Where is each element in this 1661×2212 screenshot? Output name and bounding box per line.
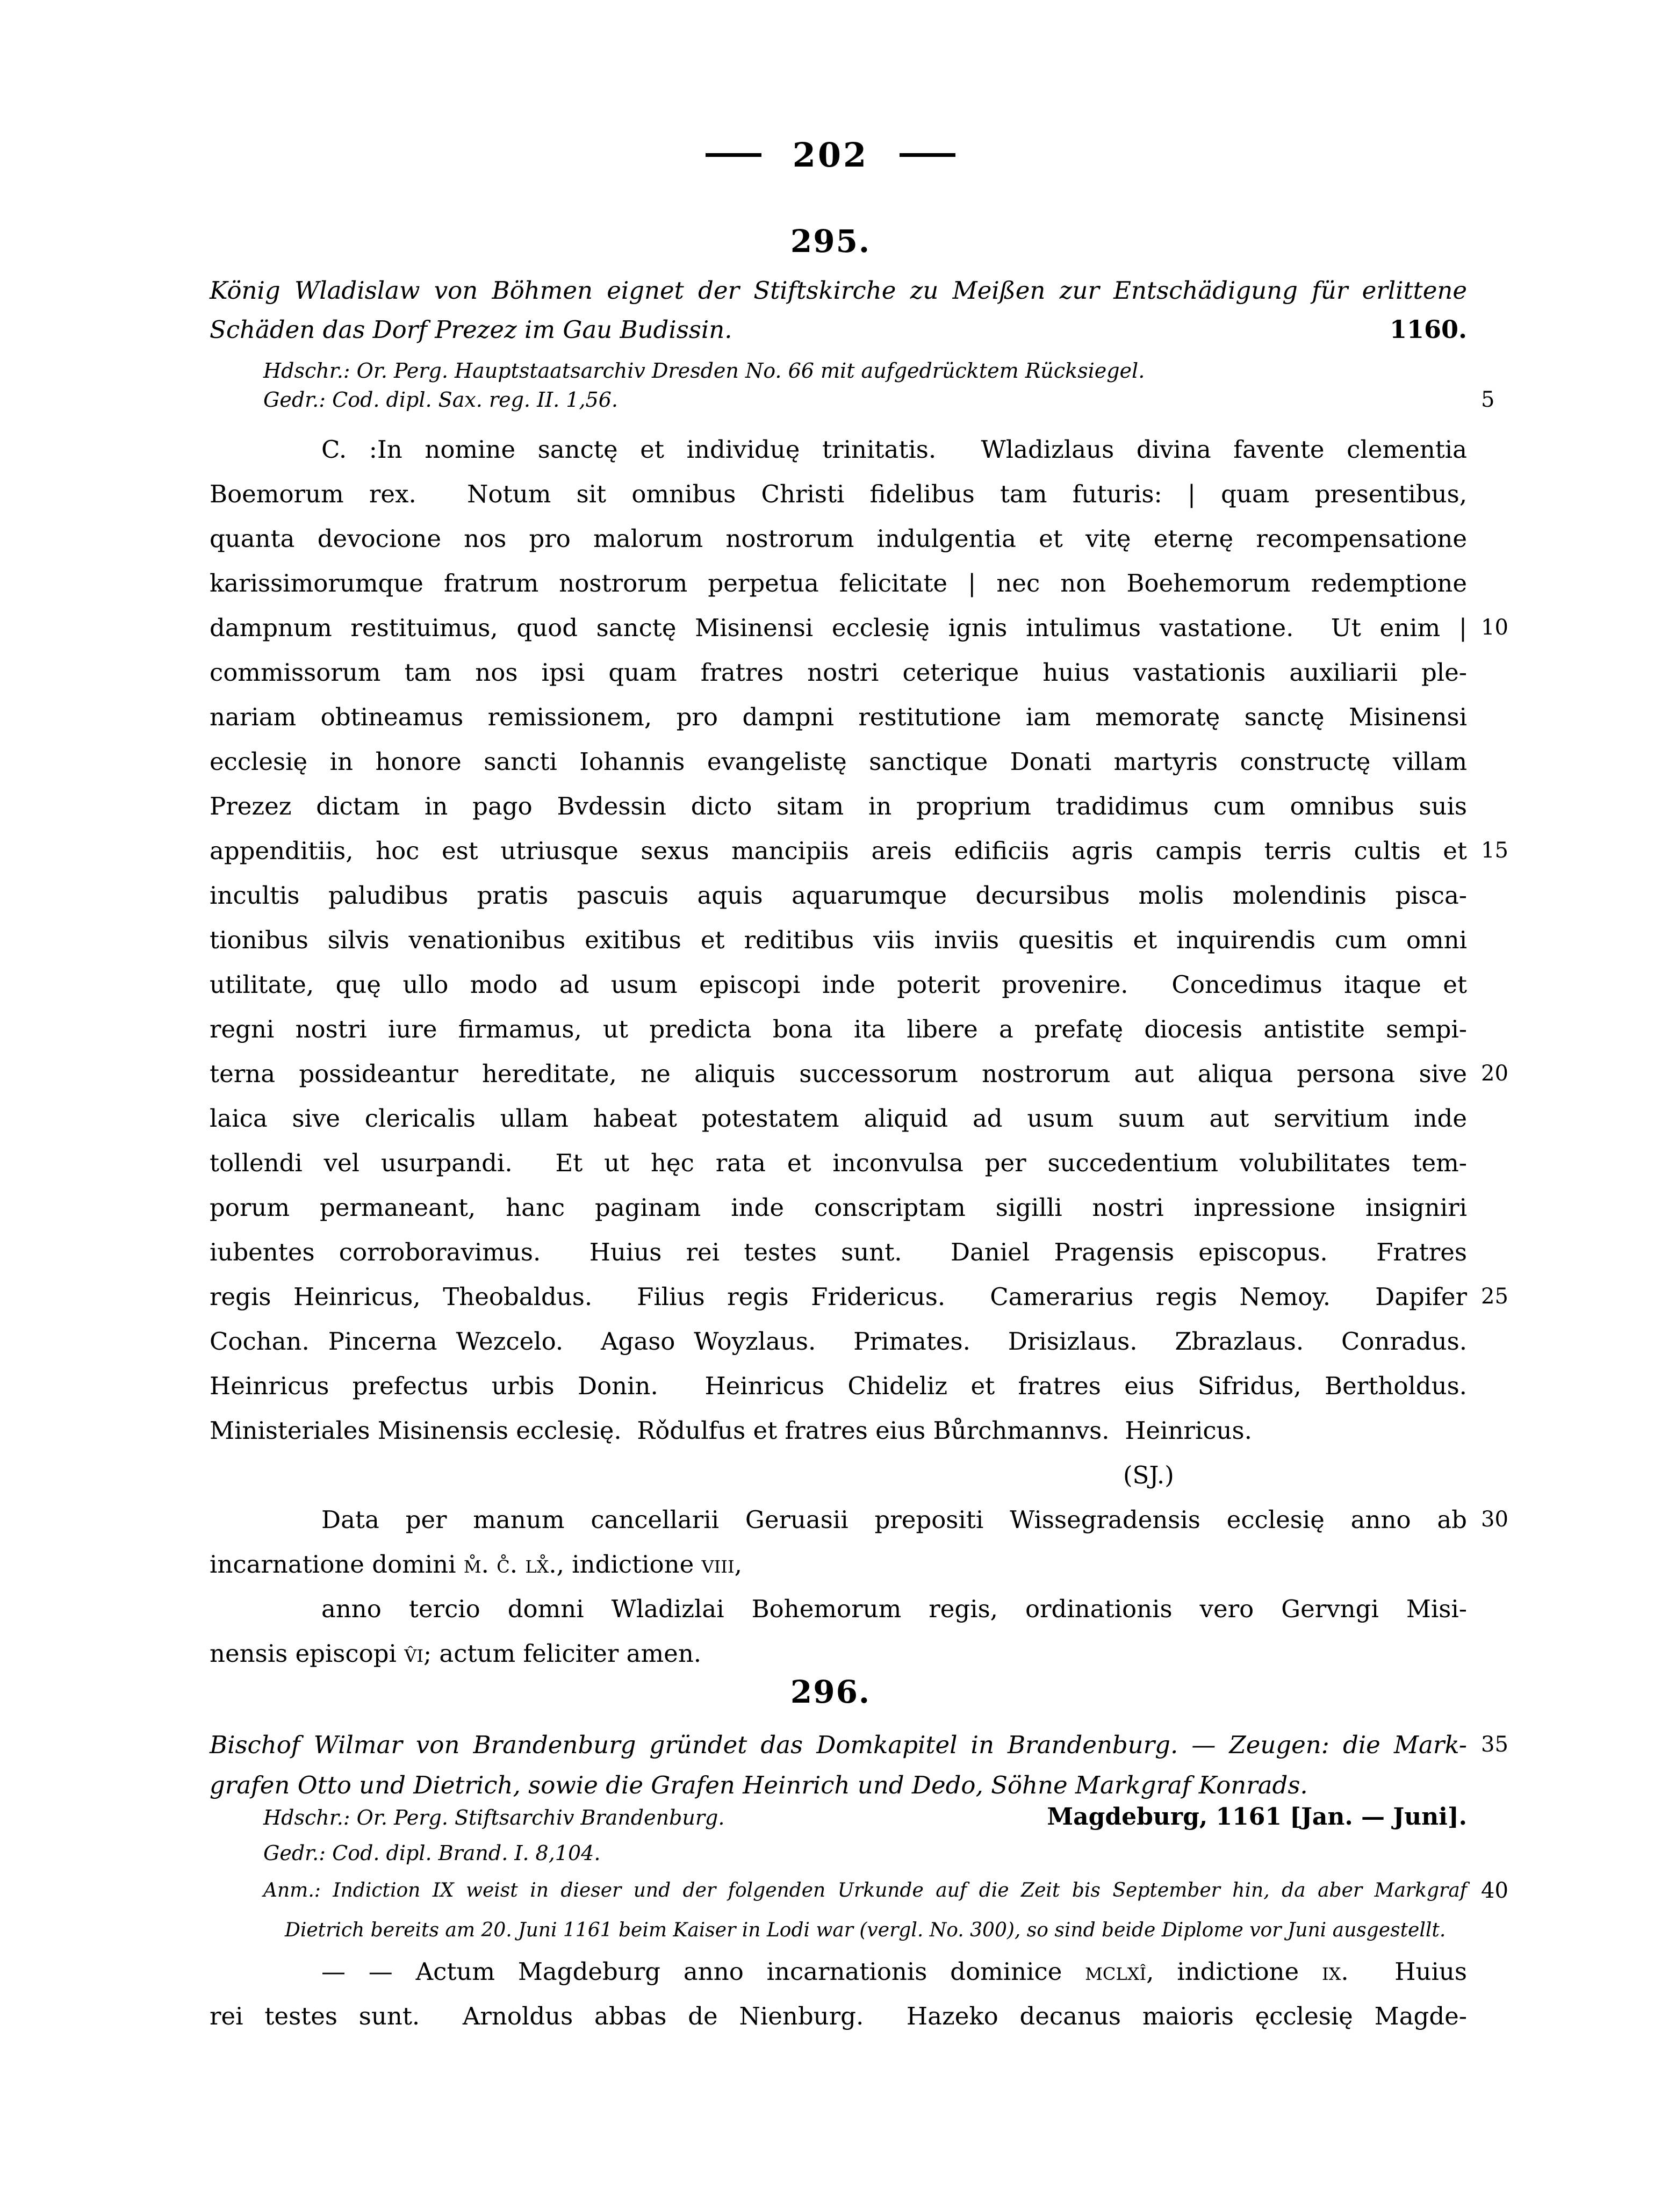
doc-295-body-line <box>210 1230 1467 1274</box>
line-text: Prezez dictam in pago Bvdessin dicto sitam in proprium tradidimus cum omnibus suis <box>210 792 1467 820</box>
line-text: Cochan. Pincerna Wezcelo. Agaso Woyzlaus. Primates. Drisizlaus. Zbrazlaus. Conradus. <box>210 1327 1467 1356</box>
doc-296-summary-line <box>210 1725 1508 1765</box>
line-text: incultis paludibus pratis pascuis aquis aquarumque decursibus molis molendinis pisca- <box>210 881 1467 910</box>
doc-295-body <box>210 427 1508 1676</box>
doc-296-place-date: Magdeburg, 1161 [Jan. — Juni]. <box>1047 1803 1467 1831</box>
doc-296-summary <box>210 1725 1508 1805</box>
line-text: grafen Otto und Dietrich, sowie die Grafen Heinrich und Dedo, Söhne Markgraf Konrads. <box>210 1771 1308 1799</box>
page-header <box>0 135 1661 175</box>
doc-295-hdschr-line <box>210 356 1467 385</box>
line-text: nensis episcopi v̂i; actum feliciter amen. <box>210 1639 702 1668</box>
doc-295-body-line <box>210 1051 1508 1096</box>
margin-line-number: 25 <box>1481 1284 1508 1309</box>
doc-295-summary-line <box>210 271 1467 310</box>
line-text: dampnum restituimus, quod sanctę Misinensi ecclesię ignis intulimus vastatione. Ut enim | <box>210 614 1467 642</box>
doc-296-hdschr-line <box>210 1803 1467 1832</box>
gedr-text: Gedr.: Cod. dipl. Brand. I. 8,104. <box>263 1841 601 1865</box>
doc-296-gedr <box>210 1839 1467 1868</box>
small-caps-numeral: m̊. c̊. lx̊. <box>463 1550 557 1579</box>
doc-295-body-line <box>210 1587 1467 1631</box>
small-caps-numeral: mclxî <box>1085 1957 1147 1986</box>
margin-line-number: 15 <box>1481 838 1508 863</box>
header-rule-left-icon <box>706 153 761 157</box>
doc-295-body-line <box>210 873 1467 918</box>
doc-295-body-line <box>210 1096 1467 1141</box>
line-text: quanta devocione nos pro malorum nostrorum indulgentia et vitę eternę recompensatione <box>210 524 1467 553</box>
margin-line-number: 20 <box>1481 1061 1508 1086</box>
doc-295-sources <box>210 356 1495 414</box>
line-text: terna possideantur hereditate, ne aliquis successorum nostrorum aut aliqua persona sive <box>210 1060 1467 1088</box>
doc-295-body-line <box>210 1319 1467 1364</box>
line-text: Ministeriales Misinensis ecclesię. Rǒdulfus et fratres eius Bůrchmannvs. Heinricus. <box>210 1416 1252 1445</box>
line-text: tionibus silvis venationibus exitibus et reditibus viis inviis quesitis et inquirendis cum omni <box>210 926 1467 954</box>
line-text: regni nostri iure firmamus, ut predicta bona ita libere a prefatę diocesis antistite sempi- <box>210 1015 1467 1043</box>
doc-296-gedr-line <box>210 1839 1467 1868</box>
line-text: Data per manum cancellarii Geruasii prepositi Wissegradensis ecclesię anno ab <box>321 1505 1467 1534</box>
page-number: 202 <box>792 135 869 175</box>
summary-text: Schäden das Dorf Prezez im Gau Budissin. <box>210 315 732 344</box>
doc-295-body-line <box>210 472 1467 516</box>
doc-295-body-line <box>210 1497 1508 1542</box>
doc-295-body-line <box>210 1453 1467 1497</box>
line-text: Dietrich bereits am 20. Juni 1161 beim Kaiser in Lodi war (vergl. No. 300), so sind beide Diplome vor Juni ausgestellt. <box>285 1919 1446 1941</box>
doc-295-body-line <box>210 1408 1467 1453</box>
doc-295-date: 1160. <box>1389 315 1467 344</box>
doc-295-body-line <box>210 784 1467 828</box>
line-text: incarnatione domini m̊. c̊. lx̊., indictione viii, <box>210 1550 742 1579</box>
doc-295-body-line <box>210 962 1467 1007</box>
doc-295-body-line <box>210 828 1508 873</box>
doc-295-body-line <box>210 516 1467 561</box>
line-text: Bischof Wilmar von Brandenburg gründet das Domkapitel in Brandenburg. — Zeugen: die Mark- <box>210 1731 1467 1759</box>
doc-295-body-line <box>210 1631 1467 1676</box>
line-text: tollendi vel usurpandi. Et ut hęc rata et inconvulsa per succedentium volubilitates tem- <box>210 1149 1467 1177</box>
line-text: laica sive clericalis ullam habeat potestatem aliquid ad usum suum aut servitium inde <box>210 1104 1467 1133</box>
doc-295-summary <box>210 271 1467 349</box>
line-text: iubentes corroboravimus. Huius rei testes sunt. Daniel Pragensis episcopus. Fratres <box>210 1238 1467 1266</box>
margin-line-number: 40 <box>1481 1878 1508 1903</box>
doc-296-anm-line <box>210 1911 1467 1950</box>
doc-296-body <box>210 1949 1467 2038</box>
margin-line-number: 10 <box>1481 615 1508 640</box>
line-text: karissimorumque fratrum nostrorum perpetua felicitate | nec non Boehemorum redemptione <box>210 569 1467 597</box>
line-text: nariam obtineamus remissionem, pro dampni restitutione iam memoratę sanctę Misinensi <box>210 703 1467 731</box>
line-text: (SJ.) <box>1123 1461 1174 1489</box>
small-caps-numeral: viii <box>701 1550 735 1579</box>
doc-295-body-line <box>210 695 1467 739</box>
hdschr-text: Hdschr.: Or. Perg. Hauptstaatsarchiv Dresden No. 66 mit aufgedrücktem Rücksiegel. <box>263 359 1145 383</box>
doc-296-body-line <box>210 1949 1467 1994</box>
doc-295-body-line <box>210 1364 1467 1408</box>
doc-295-summary-line <box>210 310 1467 349</box>
line-text: appenditiis, hoc est utriusque sexus mancipiis areis edificiis agris campis terris cultis et <box>210 837 1467 865</box>
doc-295-body-line <box>210 1185 1467 1230</box>
header-rule-right-icon <box>900 153 955 157</box>
line-text: C. :In nomine sanctę et individuę trinitatis. Wladizlaus divina favente clementia <box>321 435 1467 464</box>
gedr-text: Gedr.: Cod. dipl. Sax. reg. II. 1,56. <box>263 388 618 412</box>
margin-line-number: 35 <box>1481 1732 1508 1757</box>
hdschr-text: Hdschr.: Or. Perg. Stiftsarchiv Brandenburg. <box>263 1806 725 1829</box>
margin-line-number: 30 <box>1481 1507 1508 1532</box>
line-text: rei testes sunt. Arnoldus abbas de Nienburg. Hazeko decanus maioris ęcclesię Magde- <box>210 2002 1467 2030</box>
doc-295-body-line <box>210 561 1467 606</box>
doc-295-body-line <box>210 650 1467 695</box>
small-caps-numeral: ix <box>1321 1957 1341 1986</box>
doc-295-body-line <box>210 739 1467 784</box>
small-caps-numeral: v̂i <box>404 1639 423 1668</box>
doc-295-body-line <box>210 1141 1467 1185</box>
line-text: Boemorum rex. Notum sit omnibus Christi fidelibus tam futuris: | quam presentibus, <box>210 480 1467 508</box>
line-text: porum permaneant, hanc paginam inde conscriptam sigilli nostri inpressione insigniri <box>210 1193 1467 1222</box>
doc-295-body-line <box>210 1274 1508 1319</box>
line-text: ecclesię in honore sancti Iohannis evangelistę sanctique Donati martyris constructę villam <box>210 747 1467 776</box>
line-text: regis Heinricus, Theobaldus. Filius regis Fridericus. Camerarius regis Nemoy. Dapifer <box>210 1282 1467 1311</box>
doc-296-number: 296. <box>790 1674 871 1710</box>
doc-295-number: 295. <box>790 223 871 260</box>
doc-295-gedr-line <box>210 385 1495 414</box>
doc-296-hdschr <box>210 1803 1467 1832</box>
doc-295-body-line <box>210 1542 1467 1587</box>
doc-296-anm-line <box>210 1871 1508 1911</box>
line-text: utilitate, quę ullo modo ad usum episcopi inde poterit provenire. Concedimus itaque et <box>210 970 1467 999</box>
line-text: commissorum tam nos ipsi quam fratres nostri ceterique huius vastationis auxiliarii ple- <box>210 658 1467 687</box>
doc-296-summary-line <box>210 1765 1467 1805</box>
summary-text: König Wladislaw von Böhmen eignet der Stiftskirche zu Meißen zur Entschädigung für erlittene <box>210 276 1467 305</box>
doc-295-body-line <box>210 606 1508 650</box>
line-text: Anm.: Indiction IX weist in dieser und der folgenden Urkunde auf die Zeit bis September hin, da aber Markgraf <box>263 1879 1467 1901</box>
line-text: — — Actum Magdeburg anno incarnationis dominice mclxî, indictione ix. Huius <box>321 1957 1467 1986</box>
doc-296-anm <box>210 1871 1508 1950</box>
margin-line-number: 5 <box>1481 387 1495 412</box>
doc-295-body-line <box>210 1007 1467 1051</box>
line-text: anno tercio domni Wladizlai Bohemorum regis, ordinationis vero Gervngi Misi- <box>321 1595 1467 1623</box>
doc-295-body-line <box>210 427 1467 472</box>
line-text: Heinricus prefectus urbis Donin. Heinricus Chideliz et fratres eius Sifridus, Bertholdus. <box>210 1372 1467 1400</box>
doc-296-body-line <box>210 1994 1467 2038</box>
doc-295-body-line <box>210 918 1467 962</box>
